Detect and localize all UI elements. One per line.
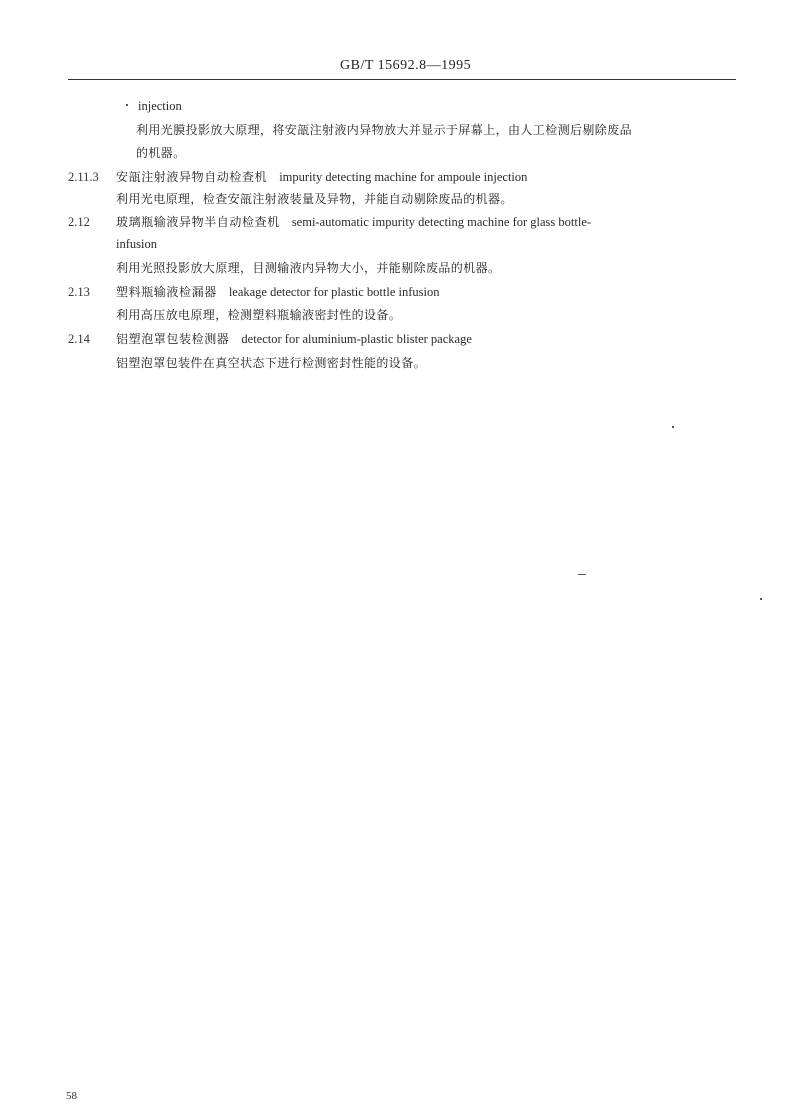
scan-speck bbox=[672, 426, 674, 428]
entry-2-12-term-en-cont: infusion bbox=[116, 237, 157, 251]
entry-2-11-3-term-zh: 安瓿注射液异物自动检查机 bbox=[116, 170, 268, 184]
entry-2-11-3-definition: 利用光电原理，检查安瓿注射液装量及异物，并能自动剔除废品的机器。 bbox=[116, 192, 513, 206]
scan-speck bbox=[126, 104, 128, 106]
entry-2-12-term-zh: 玻璃瓶输液异物半自动检查机 bbox=[116, 215, 280, 229]
entry-2-11-2-definition-line1: 利用光膜投影放大原理，将安瓿注射液内异物放大并显示于屏幕上，由人工检测后剔除废品 bbox=[136, 123, 633, 137]
entry-2-13-term bbox=[116, 284, 440, 300]
entry-2-14-definition: 铝塑泡罩包装件在真空状态下进行检测密封性能的设备。 bbox=[116, 356, 427, 370]
scan-speck bbox=[578, 574, 586, 575]
entry-2-12-number: 2.12 bbox=[68, 215, 90, 229]
page-header bbox=[0, 58, 800, 80]
entry-2-11-2-term-en-cont: injection bbox=[138, 99, 182, 113]
entry-2-11-3-term-en: impurity detecting machine for ampoule injection bbox=[279, 170, 528, 184]
entry-2-14-term-en: detector for aluminium-plastic blister package bbox=[241, 332, 472, 346]
entry-2-13-number: 2.13 bbox=[68, 285, 90, 299]
entry-2-14-term-zh: 铝塑泡罩包装检测器 bbox=[116, 332, 230, 346]
entry-2-14-number: 2.14 bbox=[68, 332, 90, 346]
entry-2-13-definition: 利用高压放电原理，检测塑料瓶输液密封性的设备。 bbox=[116, 308, 402, 322]
page-number: 58 bbox=[66, 1090, 77, 1102]
entry-2-13-term-en: leakage detector for plastic bottle infusion bbox=[228, 285, 440, 299]
entry-2-11-3-number: 2.11.3 bbox=[68, 170, 99, 184]
entry-2-13-term-zh: 塑料瓶输液检漏器 bbox=[116, 285, 217, 299]
standard-code: GB/T 15692.8—1995 bbox=[340, 58, 472, 73]
entry-2-11-3-term bbox=[116, 169, 527, 185]
scan-speck bbox=[760, 598, 762, 600]
entry-2-14-term bbox=[116, 331, 472, 347]
header-rule bbox=[68, 79, 736, 80]
entry-2-11-2-definition-line2: 的机器。 bbox=[136, 146, 186, 160]
entry-2-12-term-en: semi-automatic impurity detecting machine for glass bottle- bbox=[291, 215, 592, 229]
entry-2-12-term bbox=[116, 214, 591, 230]
entry-2-12-definition: 利用光照投影放大原理，目测输液内异物大小，并能剔除废品的机器。 bbox=[116, 261, 501, 275]
